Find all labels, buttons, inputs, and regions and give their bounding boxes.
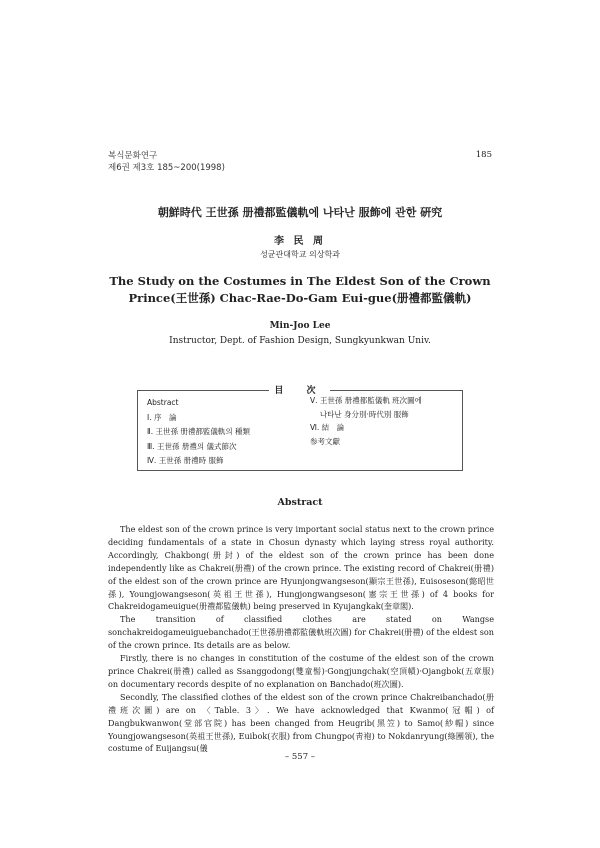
toc-item: Ⅲ. 王世孫 册禮의 儀式節次 xyxy=(147,441,237,451)
toc-item: Ⅴ. 王世孫 册禮都監儀軌 班次圖에 xyxy=(310,396,422,405)
english-title-line1: The Study on the Costumes in The Eldest Son of the Crown xyxy=(109,274,491,288)
korean-title: 朝鮮時代 王世孫 册禮都監儀軌에 나타난 服飾에 관한 硏究 xyxy=(157,206,443,219)
toc-item: Ⅱ. 王世孫 册禮都監儀軌의 種類 xyxy=(147,427,250,436)
english-title-line2: Prince(王世孫) Chac-Rae-Do-Gam Eui-gue(册禮都監儀軌) xyxy=(128,291,472,305)
toc-item: 参考文獻 xyxy=(310,436,340,446)
abstract-paragraph: Secondly, The classified clothes of the eldest son of the crown prince Chakreibanchado(册禮班次圖) are on 〈Table. 3〉. We have acknowledged that Kwanmo(冠帽) of Dangbukwanwon(堂部官院) has been changed from Heugrib(黑笠) to Samo(紗帽) since Youngjowangseson(英祖王世孫), Euibok(衣服) from Chungpo(靑袍) to Nokdanryung(綠團領), the costume of Euijangsu(儀 xyxy=(108,691,494,754)
abstract-paragraph: Firstly, there is no changes in constitution of the costume of the eldest son of the crown prince Chakrei(册禮) called as Ssanggodong(雙童髻)·Gongjungchak(空頂幘)·Ojangbok(五章服) on documentary records despite of no explanation on Banchado(班次圖). xyxy=(108,653,494,689)
korean-affiliation: 성균관대학교 의상학과 xyxy=(260,250,340,259)
toc-item: Ⅳ. 王世孫 册禮時 服飾 xyxy=(147,456,224,465)
abstract-paragraph: The eldest son of the crown prince is very important social status next to the crown prince deciding fundamentals of a state in Chosun dynasty which laying stress royal authority. Accordingly, Chakbong(册封) of the eldest son of the crown prince has been done independently like as Chakrei(册禮) of the crown prince. The existing record of Chakrei(册禮) of the eldest son of the crown prince are Hyunjongwangseson(顯宗王世孫), Euisoseson(懿昭世孫), Youngjowangseson(英祖王世孫), Hungjongwangseson(憲宗王世孫) of 4 books for Chakreidogameuigue(册禮都監儀軌) being preserved in Kyujangkak(奎章閣). xyxy=(108,524,494,612)
abstract-body xyxy=(108,523,494,755)
toc-item: Abstract xyxy=(147,398,179,407)
toc-left-column xyxy=(147,396,250,469)
korean-author: 李 民 周 xyxy=(274,236,326,247)
journal-info xyxy=(108,150,225,174)
page-number-bottom: – 557 – xyxy=(284,752,316,762)
page-number-top: 185 xyxy=(475,150,492,160)
journal-volume: 제6권 제3호 185~200(1998) xyxy=(108,163,225,173)
english-title xyxy=(0,273,600,307)
abstract-heading: Abstract xyxy=(277,497,323,508)
toc-title: 目 次 xyxy=(274,386,326,396)
toc-item: Ⅵ. 結 論 xyxy=(310,423,345,432)
toc-right-column xyxy=(310,394,422,448)
english-affiliation: Instructor, Dept. of Fashion Design, Sungkyunkwan Univ. xyxy=(169,336,431,346)
abstract-paragraph: The transition of classified clothes are stated on Wangse sonchakreidogameuiguebanchado(王世孫册禮都監儀軌班次圖) for Chakrei(册禮) of the eldest son of the crown prince. Its details are as below. xyxy=(108,614,494,651)
english-author: Min-Joo Lee xyxy=(269,321,331,331)
toc-item: 나타난 身分別·時代別 服飾 xyxy=(310,409,409,419)
journal-name: 복식문화연구 xyxy=(108,151,158,161)
toc-item: Ⅰ. 序 論 xyxy=(147,412,177,422)
